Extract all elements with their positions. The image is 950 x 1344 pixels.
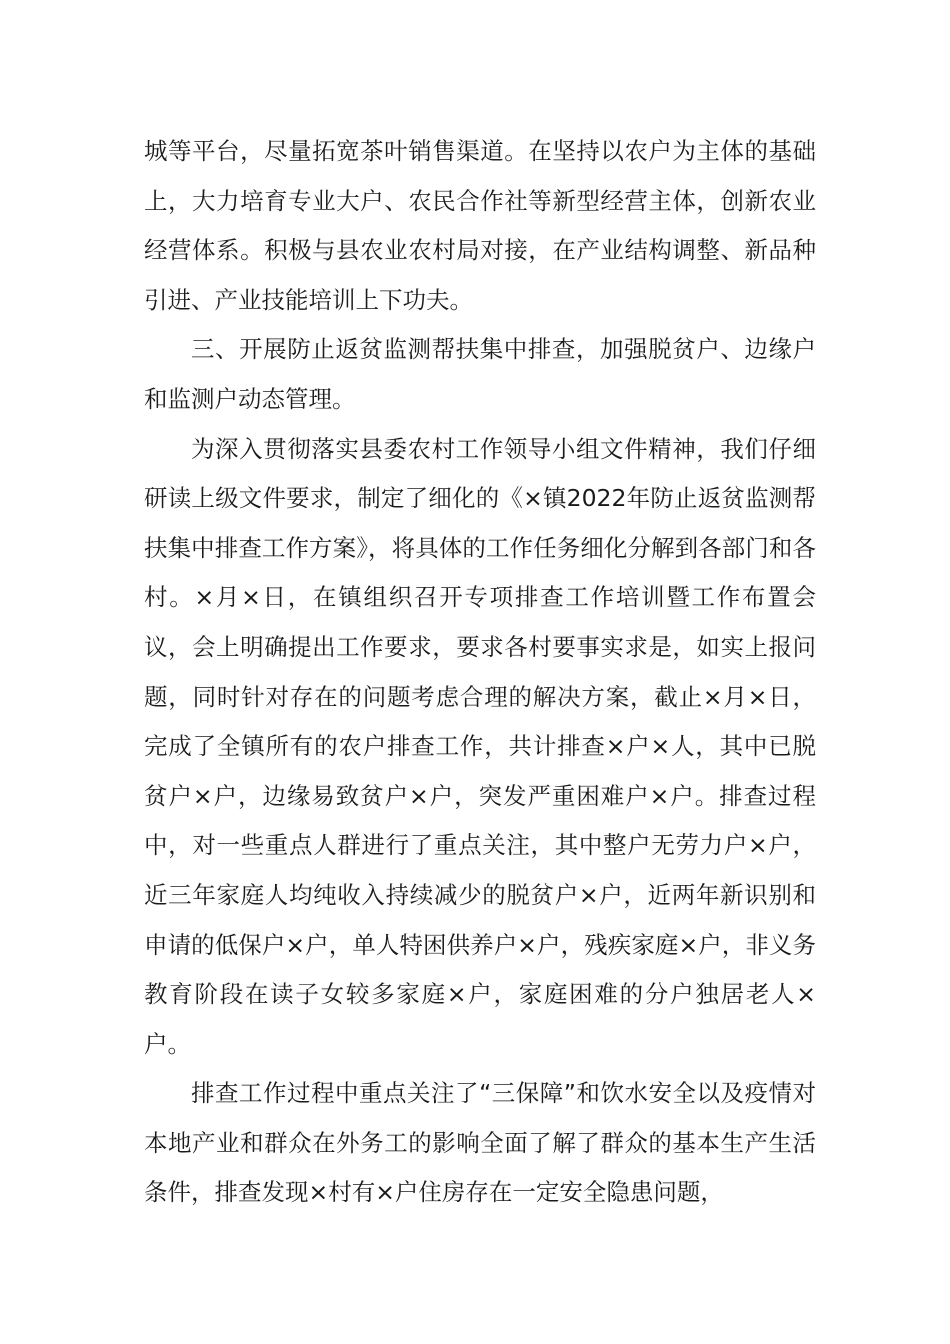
- document-body: [144, 127, 816, 1218]
- paragraph-section-heading: 三、开展防止返贫监测帮扶集中排查，加强脱贫户、边缘户和监测户动态管理。: [144, 335, 816, 413]
- paragraph-investigation-plan: 为深入贯彻落实县委农村工作领导小组文件精神，我们仔细研读上级文件要求，制定了细化的《×镇2022年防止返贫监测帮扶集中排查工作方案》，将具体的工作任务细化分解到各部门和各村。×月×日，在镇组织召开专项排查工作培训暨工作布置会议，会上明确提出工作要求，要求各村要事实求是，如实上报问题，同时针对存在的问题考虑合理的解决方案，截止×月×日，完成了全镇所有的农户排查工作，共计排查×户×人，其中已脱贫户×户，边缘易致贫户×户，突发严重困难户×户。排查过程中，对一些重点人群进行了重点关注，其中整户无劳力户×户，近三年家庭人均纯收入持续减少的脱贫户×户，近两年新识别和申请的低保户×户，单人特困供养户×户，残疾家庭×户，非义务教育阶段在读子女较多家庭×户，家庭困难的分户独居老人×户。: [144, 434, 816, 1058]
- paragraph-key-concerns: 排查工作过程中重点关注了“三保障”和饮水安全以及疫情对本地产业和群众在外务工的影响全面了解了群众的基本生产生活条件，排查发现×村有×户住房存在一定安全隐患问题，: [144, 1079, 816, 1207]
- paragraph-sales-channels: 城等平台，尽量拓宽茶叶销售渠道。在坚持以农户为主体的基础上，大力培育专业大户、农民合作社等新型经营主体，创新农业经营体系。积极与县农业农村局对接，在产业结构调整、新品种引进、产业技能培训上下功夫。: [144, 137, 816, 314]
